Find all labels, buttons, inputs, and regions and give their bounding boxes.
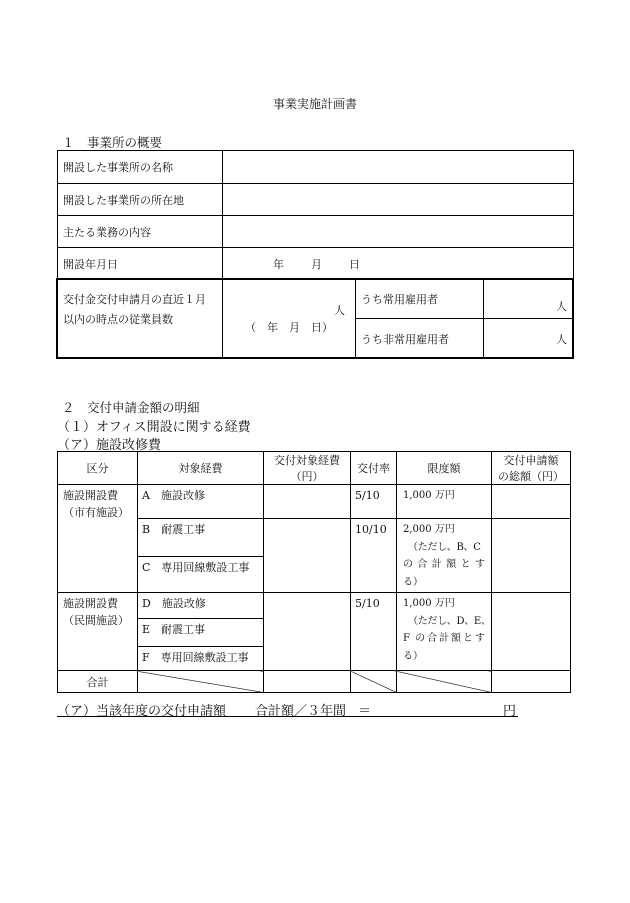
table-row-total — [58, 671, 571, 693]
limit-line: 1,000 万円 — [403, 598, 455, 609]
office-overview-table — [57, 150, 574, 359]
employee-count-date: （ 年 月 日） — [245, 321, 333, 334]
requested-total-def — [492, 593, 571, 671]
label-opening-date: 開設年月日 — [58, 248, 223, 280]
item-name: 専用回線敷設工事 — [160, 651, 249, 664]
item-code: E — [142, 623, 151, 636]
opening-date-month: 月 — [311, 257, 322, 271]
item-name: 専用回線敷設工事 — [161, 561, 250, 574]
requested-total-bc — [492, 519, 571, 593]
overview-row-opening-date — [58, 248, 574, 280]
section2-subheading: （１）オフィス開設に関する経費 — [57, 420, 251, 435]
overview-row-office-name — [58, 151, 574, 184]
item-name: 耐震工事 — [161, 623, 206, 636]
total-limit-diagonal — [397, 671, 492, 693]
limit-line: 2,000 万円 — [403, 524, 455, 535]
header-limit: 限度額 — [397, 452, 492, 485]
item-code: D — [142, 597, 151, 610]
table-row-a — [58, 485, 571, 519]
table-row-d — [58, 593, 571, 619]
limit-a — [397, 485, 492, 519]
overview-row-office-address — [58, 184, 574, 216]
eligible-cost-a — [264, 485, 351, 519]
label-nonregular-employees: うち非常用雇用者 — [356, 319, 484, 359]
header-rate: 交付率 — [351, 452, 397, 485]
item-code: A — [142, 489, 150, 502]
limit-line: の合計額とす — [403, 559, 485, 571]
item-a — [138, 485, 264, 519]
opening-date-day: 日 — [349, 257, 360, 271]
header-requested-total — [492, 452, 571, 485]
item-c — [138, 557, 264, 593]
limit-line: 1,000 万円 — [403, 490, 455, 501]
value-office-address — [223, 184, 574, 216]
item-d — [138, 593, 264, 619]
rate-def: 5/10 — [351, 593, 397, 671]
overview-row-employees — [58, 280, 574, 319]
item-code: B — [142, 523, 151, 536]
total-label: 合計 — [58, 671, 138, 693]
nonregular-employees-unit: 人 — [484, 319, 574, 359]
category-line1: 施設開設費 — [63, 597, 118, 610]
header-eligible-line1: 交付対象経費 — [274, 454, 340, 467]
value-office-name — [223, 151, 574, 184]
limit-bc — [397, 519, 492, 593]
item-e — [138, 619, 264, 647]
employee-label-line1: 交付金交付申請月の直近１月 — [63, 293, 206, 306]
value-employee-count — [223, 280, 356, 359]
summary-label: （ア）当該年度の交付申請額 — [57, 704, 227, 719]
opening-date-year: 年 — [273, 257, 284, 271]
total-rate-diagonal — [351, 671, 397, 693]
category-private-facility — [58, 593, 138, 671]
limit-def — [397, 593, 492, 671]
total-eligible-cost — [264, 671, 351, 693]
total-requested — [492, 671, 571, 693]
employee-label-line2: 以内の時点の従業員数 — [63, 313, 173, 326]
label-regular-employees: うち常用雇用者 — [356, 280, 484, 319]
label-office-address: 開設した事業所の所在地 — [58, 184, 223, 216]
item-f — [138, 647, 264, 671]
limit-line: る） — [403, 651, 423, 663]
table-header-row — [58, 452, 571, 485]
value-main-business — [223, 216, 574, 248]
header-eligible-line2: （円） — [290, 470, 324, 483]
category-city-facility — [58, 485, 138, 593]
total-item-diagonal — [138, 671, 264, 693]
summary-formula: 合計額／３年間 — [255, 704, 347, 719]
summary-underline — [57, 716, 518, 717]
overview-row-main-business — [58, 216, 574, 248]
item-name: 耐震工事 — [161, 523, 206, 536]
header-requested-line1: 交付申請額 — [503, 454, 559, 467]
category-line2: （民間施設） — [63, 614, 129, 627]
limit-line: （ただし、D、E、 — [408, 615, 491, 627]
document-title: 事業実施計画書 — [272, 97, 357, 111]
item-b — [138, 519, 264, 557]
eligible-cost-def — [264, 593, 351, 671]
header-requested-line2: の総額（円） — [498, 470, 564, 483]
item-code: F — [142, 651, 150, 664]
employee-count-unit: 人 — [334, 304, 345, 317]
label-office-name: 開設した事業所の名称 — [58, 151, 223, 184]
header-category: 区分 — [58, 452, 138, 485]
header-eligible-cost — [264, 452, 351, 485]
item-name: 施設改修 — [161, 597, 206, 610]
section1-heading: １ 事業所の概要 — [62, 135, 163, 150]
section2-heading: ２ 交付申請金額の明細 — [62, 400, 200, 415]
limit-line: F の合計額とす — [403, 633, 485, 645]
rate-a: 5/10 — [351, 485, 397, 519]
category-line2: （市有施設） — [63, 506, 129, 519]
label-employee-count — [58, 280, 223, 359]
rate-bc: 10/10 — [351, 519, 397, 593]
summary-equals: ＝ — [358, 704, 372, 719]
item-name: 施設改修 — [160, 489, 205, 502]
limit-line: る） — [403, 577, 423, 589]
item-code: C — [142, 561, 151, 574]
grant-detail-table — [57, 451, 571, 693]
summary-unit: 円 — [503, 704, 517, 719]
value-opening-date — [223, 248, 574, 280]
label-main-business: 主たる業務の内容 — [58, 216, 223, 248]
regular-employees-unit: 人 — [484, 280, 574, 319]
section2-subsubheading: （ア）施設改修費 — [57, 438, 162, 453]
requested-total-a — [492, 485, 571, 519]
header-item: 対象経費 — [138, 452, 264, 485]
limit-line: （ただし、B、C — [408, 541, 481, 553]
eligible-cost-bc — [264, 519, 351, 593]
category-line1: 施設開設費 — [63, 489, 118, 502]
